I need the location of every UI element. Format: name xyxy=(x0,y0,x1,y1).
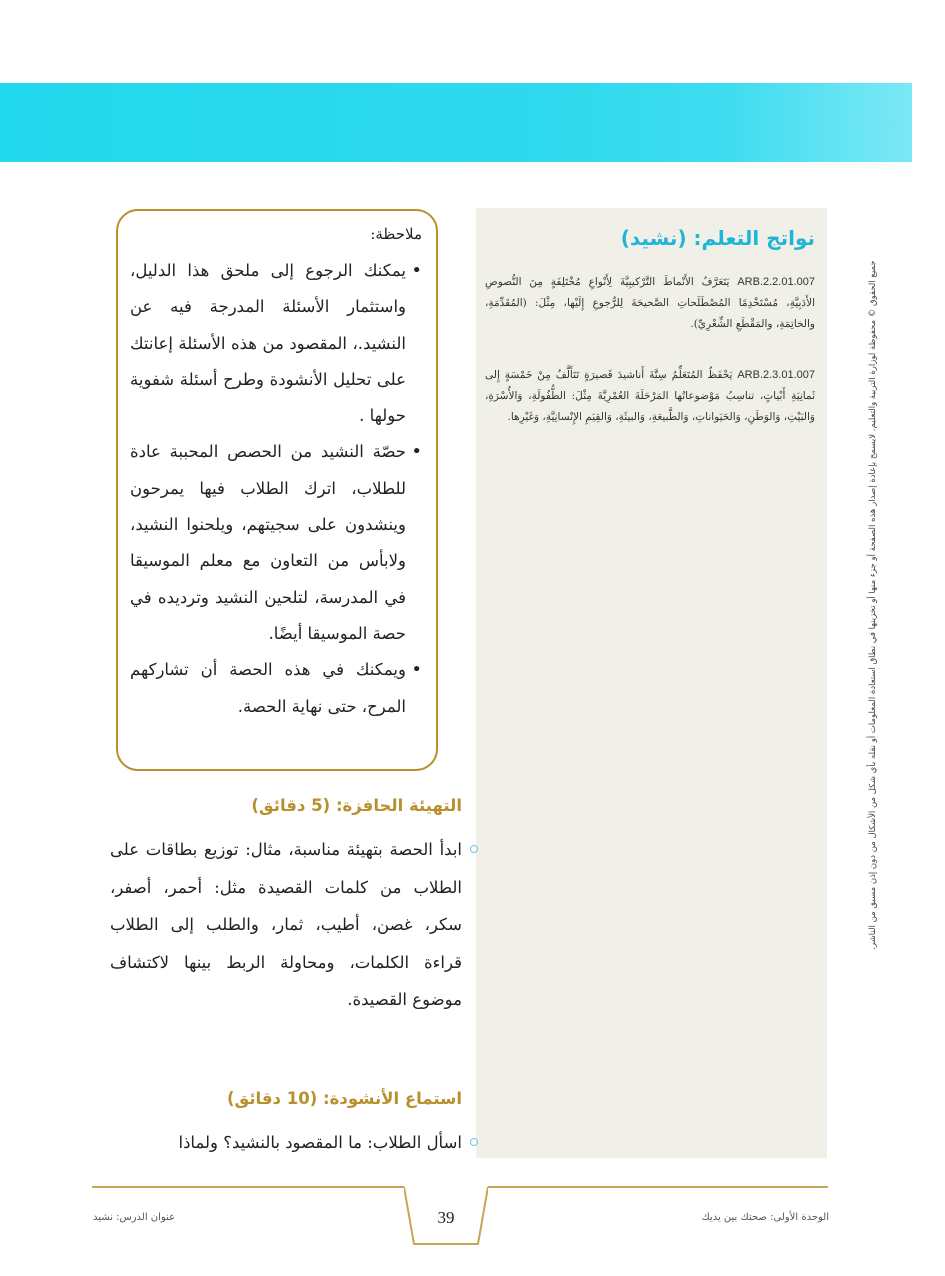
listening-paragraph xyxy=(110,1124,462,1162)
learning-outcomes-panel xyxy=(476,208,827,1158)
copyright-text: جميع الحقوق © محفوظة لوزارة التربية والتعليم. لايسمح بإعادة إصدار هذه الصفحة أو جزء منها أو تخزينها في نطاق استعادة المعلومات أو نقله بأي شكل من الأشكال من دون إذن مسبق من الناشر. xyxy=(868,260,878,950)
note-item: • ويمكنك في هذه الحصة أن تشاركهم المرح، حتى نهاية الحصة. xyxy=(130,652,422,725)
outcomes-title: نواتج التعلم: (نشيد) xyxy=(620,226,815,250)
banner-fade xyxy=(732,83,912,162)
warmup-text: ابدأ الحصة بتهيئة مناسبة، مثال: توزيع بطاقات على الطلاب من كلمات القصيدة مثل: أحمر، أصفر، سكر، غصن، أطيب، ثمار، والطلب إلى الطلاب قراءة الكلمات، ومحاولة الربط بينها لاكتشاف موضوع القصيدة. xyxy=(110,840,462,1010)
warmup-title: التهيئة الحافزة: (5 دقائق) xyxy=(251,796,462,815)
ring-bullet-icon xyxy=(470,845,478,853)
outcome-code: ARB.2.2.01.007 xyxy=(737,276,815,288)
warmup-paragraph xyxy=(110,831,462,1019)
copyright-side-text xyxy=(858,240,886,990)
header-banner xyxy=(0,83,912,162)
note-item: • يمكنك الرجوع إلى ملحق هذا الدليل، واستثمار الأسئلة المدرجة فيه عن النشيد.، المقصود من هذه الأسئلة إعانتك على تحليل الأنشودة وطرح أسئلة شفوية حولها . xyxy=(130,253,422,434)
footer-lesson-title: عنوان الدرس: نشيد xyxy=(93,1212,176,1223)
note-item: • حصّة النشيد من الحصص المحببة عادة للطلاب، اترك الطلاب فيها يمرحون وينشدون على سجيتهم، ويلحنوا النشيد، ولابأس من التعاون مع معلم الموسيقا في المدرسة، لتلحين النشيد وترديده في حصة الموسيقا أيضًا. xyxy=(130,434,422,652)
listening-title: استماع الأنشودة: (10 دقائق) xyxy=(226,1089,462,1108)
outcome-code: ARB.2.3.01.007 xyxy=(737,369,815,381)
outcome-text: يَتَعَرَّفُ الأَنْماطَ التَّرْكيبِيَّةَ لِأَنْواعِ مُخْتَلِفَةٍ مِنَ النُّصوصِ الأَدَبِيَّةِ، مُسْتَخْدِمًا المُصْطَلَحاتِ الصَّحيحَةَ لِلرُّجوعِ إِلَيْها، مِثْلَ: (المُقَدِّمَةِ، والخاتِمَةِ، والمَقْطَعِ الشِّعْرِيِّ). xyxy=(485,276,815,330)
listening-text: اسأل الطلاب: ما المقصود بالنشيد؟ ولماذا xyxy=(178,1133,462,1152)
outcome-item xyxy=(485,365,815,428)
note-box xyxy=(116,209,438,771)
ring-bullet-icon xyxy=(470,1138,478,1146)
footer-line-left xyxy=(92,1186,404,1188)
outcome-text: يَحْفَظُ المُتَعَلِّمُ سِتَّةَ أَناشيدَ قَصيرَةٍ تَتَأَلَّفُ مِنْ خَمْسَةٍ إِلى ثَمانِيَةِ أَبْياتٍ، تناسِبُ مَوْضوعاتُها المَرْحَلَةَ العُمْرِيَّةَ مِثْلَ: الطُّفُولَةِ، وَالأُسْرَةِ، وَالبَيْتِ، وَالوَطَنِ، وَالحَيَواناتِ، وَالطَّبيعَةِ، وَالبيئَةِ، وَالقِيَمِ الإِنْسانِيَّةِ، وَغَيْرِها. xyxy=(485,369,815,423)
note-list xyxy=(130,253,422,725)
note-title: ملاحظة: xyxy=(370,225,422,243)
footer-line-right xyxy=(488,1186,828,1188)
page-number: 39 xyxy=(437,1208,455,1227)
outcome-item xyxy=(485,272,815,335)
footer-unit-title: الوحدة الأولى: صحتك بين يديك xyxy=(701,1212,829,1223)
